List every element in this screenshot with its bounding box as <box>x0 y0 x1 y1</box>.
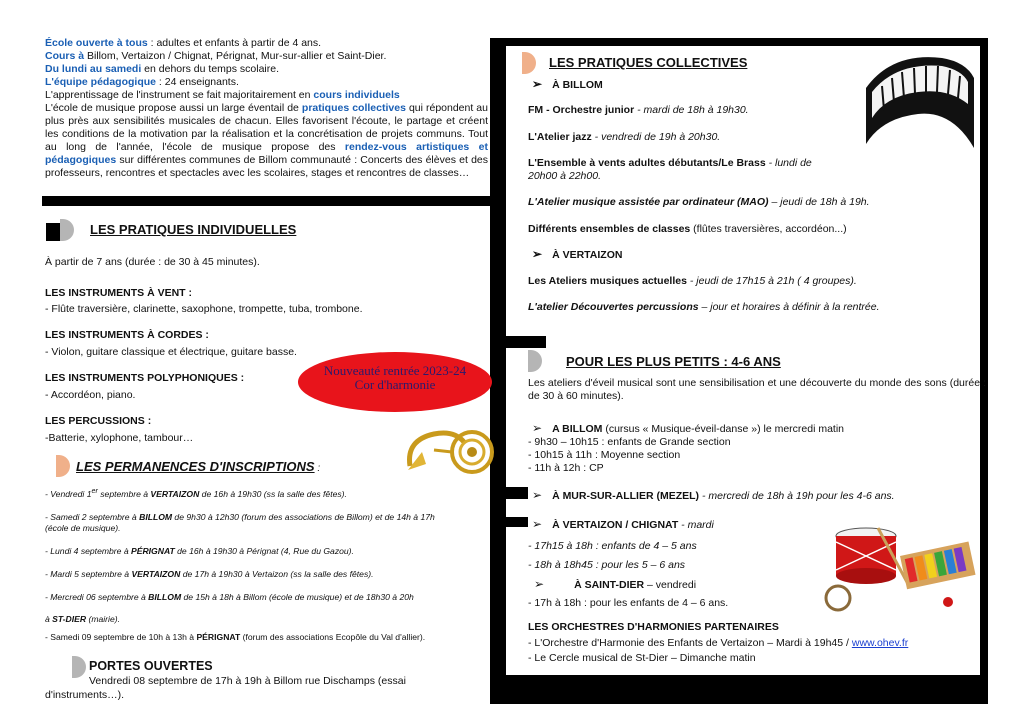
indiv-age: À partir de 7 ans (durée : de 30 à 45 minutes). <box>45 256 260 268</box>
portes-title: PORTES OUVERTES <box>89 659 213 673</box>
vent-text: - Flûte traversière, clarinette, saxophone, trompette, tuba, trombone. <box>45 303 363 315</box>
petits-desc: Les ateliers d'éveil musical sont une sensibilisation et une découverte du monde des sons (durée : de 30 à 60 minutes). <box>528 377 986 402</box>
petits-billom: ➢ A BILLOM (cursus « Musique-éveil-danse ») le mercredi matin <box>532 421 845 435</box>
perm-list: - Vendredi 1er septembre à VERTAIZON de 16h à 19h30 (ss la salle des fêtes). - Samedi 2 septembre à BILLOM de 9h30 à 12h30 (forum des associations de Billom) et de 14h à 17h (école de musique). - Lundi 4 septembre à PÉRIGNAT de 16h à 19h30 à Pérignat (4, Rue du Gazou). - Mardi 5 septembre à VERTAIZON de 17h à 19h30 à Vertaizon (ss la salle des fêtes). - Mercredi 06 septembre à BILLOM de 15h à 18h à Billom (école de musique) et de 18h30 à 20h à ST-DIER (mairie). - Samedi 09 septembre de 10h à 13h à PÉRIGNAT (forum des associations Ecopôle du Val d'allier). <box>45 487 435 642</box>
intro-paragraph: L'école de musique propose aussi un large éventail de pratiques collectives qui répondent au plus près aux sensibilités musicales de chacun. Elles favorisent l'écoute, le partage et créent les conditions de la motivation par la réalisation et la concrétisation de projets communs. Tout au long de l'année, l'école de musique propose des rendez-vous artistiques et pédagogiques sur différentes communes de Billom communauté : Concerts des élèves et des professeurs, rencontres et spectacles avec les scolaires, stages et rencontres de classes… <box>45 102 488 179</box>
intro-open: École ouverte à tous <box>45 37 148 49</box>
indiv-title: LES PRATIQUES INDIVIDUELLES <box>90 222 297 237</box>
french-horn-icon <box>404 420 498 476</box>
frame-right-bottom-bar <box>506 675 988 704</box>
perm-d-shape <box>56 455 70 477</box>
badge-line2: Cor d'harmonie <box>354 377 436 392</box>
perc-title: LES PERCUSSIONS : <box>45 415 152 427</box>
perc-text: -Batterie, xylophone, tambour… <box>45 432 194 444</box>
vent-title: LES INSTRUMENTS À VENT : <box>45 287 193 299</box>
actu-line: Les Ateliers musiques actuelles - jeudi de 17h15 à 21h ( 4 groupes). <box>528 275 857 287</box>
perm-item: - Mercredi 06 septembre à BILLOM de 15h à 18h à Billom (école de musique) et de 18h30 à 20h <box>45 591 414 602</box>
frame-right-mid-bar <box>506 336 546 348</box>
mao-line: L'Atelier musique assistée par ordinateur (MAO) – jeudi de 18h à 19h. <box>528 196 870 208</box>
perm-title: LES PERMANENCES D'INSCRIPTIONS <box>76 459 315 474</box>
petits-b1: - 9h30 – 10h15 : enfants de Grande section <box>528 436 731 448</box>
vertaizon-heading: ➢ À VERTAIZON <box>532 247 623 261</box>
perc-line: L'atelier Découvertes percussions – jour et horaires à définir à la rentrée. <box>528 301 880 313</box>
coll-title: LES PRATIQUES COLLECTIVES <box>549 55 748 70</box>
brass-line: L'Ensemble à vents adultes débutants/Le Brass - lundi de <box>528 157 812 169</box>
frame-right-mid-bar-2 <box>506 487 528 499</box>
poly-title: LES INSTRUMENTS POLYPHONIQUES : <box>45 372 245 384</box>
petits-vert: ➢ À VERTAIZON / CHIGNAT - mardi <box>532 517 714 531</box>
portes-line2: d'instruments…). <box>45 689 125 701</box>
billom-heading: ➢ À BILLOM <box>532 77 603 91</box>
perm-item: - Vendredi 1er septembre à VERTAIZON de 16h à 19h30 (ss la salle des fêtes). <box>45 487 347 499</box>
petits-mur: ➢ À MUR-SUR-ALLIER (MEZEL) - mercredi de 18h à 19h pour les 4-6 ans. <box>532 488 895 502</box>
indiv-d-shape <box>60 219 74 241</box>
classes-line: Différents ensembles de classes (flûtes traversières, accordéon...) <box>528 223 847 235</box>
petits-v2: - 18h à 18h45 : pour les 5 – 6 ans <box>528 559 686 571</box>
petits-title: POUR LES PLUS PETITS : 4-6 ANS <box>566 354 781 369</box>
perm-item: à ST-DIER (mairie). <box>45 613 120 624</box>
poly-text: - Accordéon, piano. <box>45 389 136 401</box>
petits-dier: ➢ À SAINT-DIER – vendredi <box>534 577 697 591</box>
intro-block: École ouverte à tous : adultes et enfants à partir de 4 ans. Cours à Billom, Vertaizon / Chignat, Pérignat, Mur-sur-allier et Saint-Dier. Du lundi au samedi en dehors du temps scolaire. L'équipe pédagogique : 24 enseignants. L'apprentissage de l'instrument se fait majoritairement en cours individuels L'école de musique propose aussi un large éventail de pratiques collectives qui répondent au plus près aux sensibilités musicales de chacun. Elles favorisent l'écoute, le partage et créent les conditions de la motivation par la réalisation et la concrétisation de projets communs. Tout au long de l'année, l'école de musique propose des rendez-vous artistiques et pédagogiques sur différentes communes de Billom communauté : Concerts des élèves et des professeurs, rencontres et spectacles avec les scolaires, stages et rencontres de classes… <box>45 37 488 179</box>
new-badge <box>298 352 492 412</box>
petits-b2: - 10h15 à 11h : Moyenne section <box>528 449 681 461</box>
badge-line1: Nouveauté rentrée 2023-24 <box>323 363 467 378</box>
orch-line1: - L'Orchestre d'Harmonie des Enfants de Vertaizon – Mardi à 19h45 / www.ohev.fr <box>528 637 909 649</box>
cordes-title: LES INSTRUMENTS À CORDES : <box>45 329 209 341</box>
perm-item: - Mardi 5 septembre à VERTAIZON de 17h à 19h30 à Vertaizon (ss la salle des fêtes). <box>45 568 374 579</box>
percussion-instruments-icon <box>818 522 978 614</box>
portes-line1: Vendredi 08 septembre de 17h à 19h à Billom rue Dischamps (essai <box>89 675 406 687</box>
ohev-link[interactable]: www.ohev.fr <box>851 637 909 649</box>
portes-d-shape <box>72 656 86 678</box>
perm-item: - Samedi 09 septembre de 10h à 13h à PÉRIGNAT (forum des associations Ecopôle du Val d'allier). <box>45 631 426 642</box>
perm-item: - Lundi 4 septembre à PÉRIGNAT de 16h à 19h30 à Pérignat (4, Rue du Gazou). <box>45 545 354 556</box>
frame-left-top-bar <box>42 196 490 206</box>
fm-line: FM - Orchestre junior - mardi de 18h à 19h30. <box>528 104 749 116</box>
brass-line-2: 20h00 à 22h00. <box>528 170 601 182</box>
piano-keys-icon <box>862 48 980 156</box>
indiv-marker-bar <box>46 223 60 241</box>
frame-right-mid-bar-3 <box>506 517 528 527</box>
perm-title-row: LES PERMANENCES D'INSCRIPTIONS : <box>76 459 321 474</box>
petits-d1: - 17h à 18h : pour les enfants de 4 – 6 ans. <box>528 597 729 609</box>
orch-line2: - Le Cercle musical de St-Dier – Dimanche matin <box>528 652 756 664</box>
cordes-text: - Violon, guitare classique et électrique, guitare basse. <box>45 346 297 358</box>
petits-v1: - 17h15 à 18h : enfants de 4 – 5 ans <box>528 540 697 552</box>
petits-b3: - 11h à 12h : CP <box>528 462 604 474</box>
perm-item: - Samedi 2 septembre à BILLOM de 9h30 à 12h30 (forum des associations de Billom) et de 14h à 17h <box>45 511 435 522</box>
orch-title: LES ORCHESTRES D'HARMONIES PARTENAIRES <box>528 621 779 633</box>
jazz-line: L'Atelier jazz - vendredi de 19h à 20h30. <box>528 131 721 143</box>
